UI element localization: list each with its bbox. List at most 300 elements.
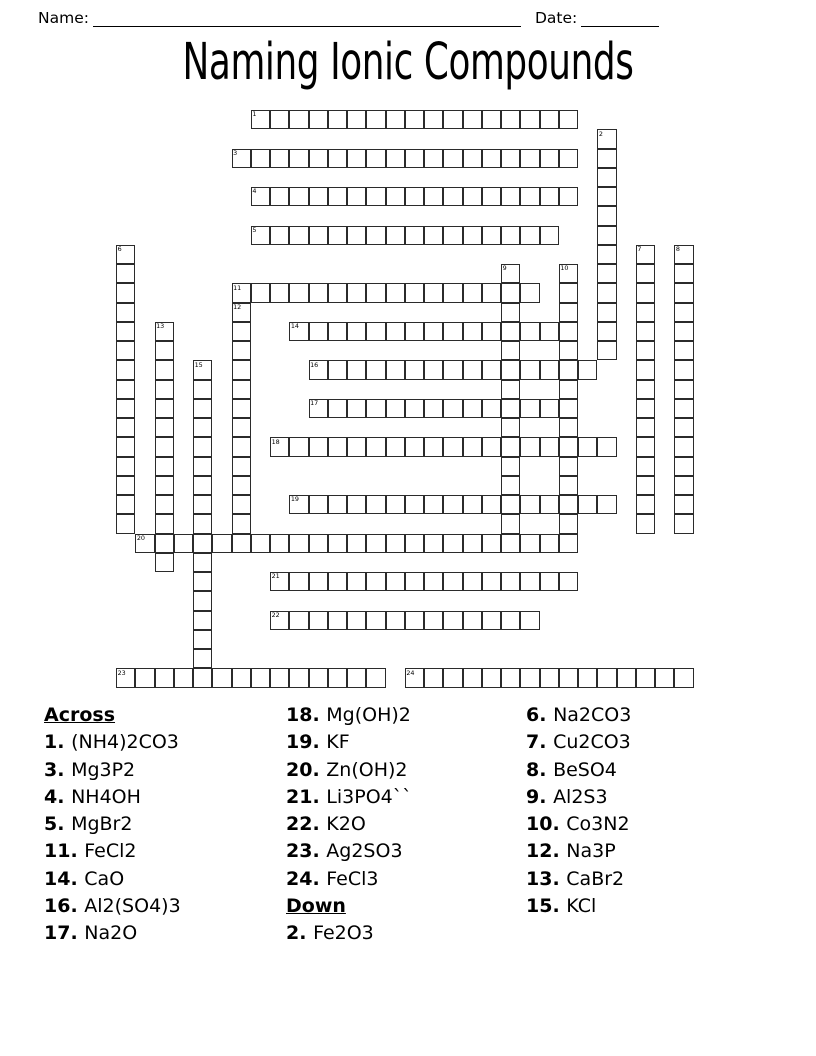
crossword-cell[interactable] (674, 322, 693, 341)
crossword-cell[interactable] (366, 110, 385, 129)
crossword-cell[interactable] (674, 264, 693, 283)
crossword-cell[interactable] (366, 437, 385, 456)
crossword-cell[interactable] (116, 264, 135, 283)
crossword-cell[interactable] (674, 360, 693, 379)
crossword-cell[interactable] (232, 495, 251, 514)
crossword-cell[interactable] (540, 572, 559, 591)
crossword-cell[interactable] (482, 187, 501, 206)
crossword-cell[interactable] (386, 572, 405, 591)
crossword-cell[interactable] (366, 399, 385, 418)
crossword-cell[interactable] (289, 437, 308, 456)
crossword-cell[interactable] (405, 668, 424, 687)
crossword-cell[interactable] (463, 437, 482, 456)
crossword-cell[interactable] (155, 360, 174, 379)
crossword-cell[interactable] (463, 611, 482, 630)
crossword-cell[interactable] (540, 437, 559, 456)
crossword-cell[interactable] (520, 187, 539, 206)
crossword-cell[interactable] (597, 668, 616, 687)
crossword-cell[interactable] (347, 572, 366, 591)
crossword-cell[interactable] (328, 283, 347, 302)
crossword-cell[interactable] (116, 322, 135, 341)
crossword-cell[interactable] (328, 360, 347, 379)
crossword-cell[interactable] (520, 399, 539, 418)
crossword-cell[interactable] (501, 437, 520, 456)
crossword-cell[interactable] (366, 226, 385, 245)
crossword-cell[interactable] (597, 168, 616, 187)
crossword-cell[interactable] (501, 668, 520, 687)
crossword-cell[interactable] (270, 668, 289, 687)
crossword-cell[interactable] (559, 283, 578, 302)
crossword-cell[interactable] (193, 553, 212, 572)
crossword-cell[interactable] (520, 360, 539, 379)
crossword-cell[interactable] (501, 264, 520, 283)
crossword-cell[interactable] (463, 534, 482, 553)
crossword-cell[interactable] (597, 149, 616, 168)
crossword-cell[interactable] (366, 283, 385, 302)
crossword-cell[interactable] (674, 283, 693, 302)
crossword-cell[interactable] (386, 534, 405, 553)
crossword-cell[interactable] (155, 476, 174, 495)
crossword-cell[interactable] (443, 668, 462, 687)
crossword-cell[interactable] (482, 283, 501, 302)
crossword-cell[interactable] (155, 668, 174, 687)
crossword-cell[interactable] (309, 360, 328, 379)
crossword-cell[interactable] (270, 534, 289, 553)
crossword-cell[interactable] (135, 668, 154, 687)
crossword-cell[interactable] (386, 187, 405, 206)
crossword-cell[interactable] (270, 572, 289, 591)
crossword-cell[interactable] (482, 495, 501, 514)
crossword-cell[interactable] (559, 187, 578, 206)
crossword-cell[interactable] (501, 110, 520, 129)
crossword-cell[interactable] (463, 187, 482, 206)
crossword-cell[interactable] (540, 110, 559, 129)
crossword-cell[interactable] (559, 399, 578, 418)
crossword-cell[interactable] (501, 149, 520, 168)
crossword-cell[interactable] (559, 264, 578, 283)
crossword-cell[interactable] (501, 187, 520, 206)
crossword-cell[interactable] (251, 187, 270, 206)
crossword-cell[interactable] (443, 360, 462, 379)
crossword-cell[interactable] (366, 360, 385, 379)
crossword-cell[interactable] (520, 283, 539, 302)
crossword-cell[interactable] (559, 437, 578, 456)
crossword-cell[interactable] (424, 668, 443, 687)
crossword-cell[interactable] (482, 110, 501, 129)
crossword-cell[interactable] (405, 360, 424, 379)
crossword-cell[interactable] (347, 149, 366, 168)
crossword-cell[interactable] (251, 668, 270, 687)
crossword-cell[interactable] (347, 283, 366, 302)
crossword-cell[interactable] (232, 399, 251, 418)
crossword-cell[interactable] (520, 495, 539, 514)
crossword-cell[interactable] (482, 534, 501, 553)
crossword-cell[interactable] (193, 649, 212, 668)
crossword-cell[interactable] (424, 322, 443, 341)
crossword-cell[interactable] (116, 457, 135, 476)
crossword-cell[interactable] (674, 476, 693, 495)
crossword-cell[interactable] (559, 514, 578, 533)
crossword-cell[interactable] (193, 611, 212, 630)
crossword-cell[interactable] (540, 668, 559, 687)
crossword-cell[interactable] (520, 611, 539, 630)
crossword-cell[interactable] (463, 668, 482, 687)
crossword-cell[interactable] (193, 476, 212, 495)
crossword-cell[interactable] (212, 534, 231, 553)
crossword-cell[interactable] (443, 611, 462, 630)
crossword-cell[interactable] (309, 149, 328, 168)
crossword-cell[interactable] (597, 322, 616, 341)
crossword-cell[interactable] (443, 322, 462, 341)
crossword-cell[interactable] (232, 437, 251, 456)
crossword-cell[interactable] (674, 437, 693, 456)
crossword-cell[interactable] (270, 187, 289, 206)
crossword-cell[interactable] (540, 149, 559, 168)
crossword-cell[interactable] (116, 341, 135, 360)
crossword-cell[interactable] (251, 534, 270, 553)
crossword-cell[interactable] (386, 149, 405, 168)
crossword-cell[interactable] (540, 534, 559, 553)
crossword-cell[interactable] (674, 380, 693, 399)
crossword-cell[interactable] (386, 360, 405, 379)
crossword-cell[interactable] (597, 245, 616, 264)
crossword-cell[interactable] (366, 572, 385, 591)
crossword-cell[interactable] (232, 303, 251, 322)
crossword-cell[interactable] (328, 110, 347, 129)
crossword-cell[interactable] (232, 149, 251, 168)
crossword-cell[interactable] (251, 283, 270, 302)
crossword-cell[interactable] (463, 399, 482, 418)
crossword-cell[interactable] (424, 149, 443, 168)
crossword-cell[interactable] (309, 572, 328, 591)
crossword-cell[interactable] (559, 360, 578, 379)
crossword-cell[interactable] (520, 572, 539, 591)
crossword-cell[interactable] (116, 668, 135, 687)
crossword-cell[interactable] (116, 283, 135, 302)
crossword-cell[interactable] (270, 110, 289, 129)
crossword-cell[interactable] (309, 437, 328, 456)
crossword-cell[interactable] (540, 495, 559, 514)
crossword-cell[interactable] (289, 611, 308, 630)
crossword-cell[interactable] (155, 399, 174, 418)
crossword-cell[interactable] (270, 437, 289, 456)
crossword-cell[interactable] (193, 380, 212, 399)
crossword-cell[interactable] (617, 668, 636, 687)
crossword-cell[interactable] (424, 534, 443, 553)
crossword-cell[interactable] (674, 341, 693, 360)
crossword-cell[interactable] (155, 322, 174, 341)
crossword-cell[interactable] (289, 668, 308, 687)
crossword-cell[interactable] (270, 149, 289, 168)
crossword-cell[interactable] (636, 322, 655, 341)
crossword-cell[interactable] (482, 399, 501, 418)
crossword-cell[interactable] (559, 457, 578, 476)
crossword-cell[interactable] (520, 322, 539, 341)
crossword-cell[interactable] (559, 110, 578, 129)
crossword-cell[interactable] (193, 437, 212, 456)
crossword-cell[interactable] (405, 283, 424, 302)
crossword-cell[interactable] (559, 534, 578, 553)
crossword-cell[interactable] (636, 399, 655, 418)
crossword-cell[interactable] (193, 360, 212, 379)
crossword-cell[interactable] (309, 187, 328, 206)
crossword-cell[interactable] (193, 591, 212, 610)
crossword-cell[interactable] (501, 322, 520, 341)
crossword-cell[interactable] (636, 457, 655, 476)
crossword-cell[interactable] (116, 380, 135, 399)
crossword-cell[interactable] (347, 322, 366, 341)
crossword-cell[interactable] (674, 245, 693, 264)
crossword-cell[interactable] (366, 495, 385, 514)
crossword-cell[interactable] (232, 534, 251, 553)
crossword-cell[interactable] (328, 187, 347, 206)
crossword-cell[interactable] (116, 303, 135, 322)
crossword-cell[interactable] (559, 341, 578, 360)
crossword-cell[interactable] (501, 534, 520, 553)
crossword-cell[interactable] (424, 572, 443, 591)
crossword-cell[interactable] (655, 668, 674, 687)
crossword-cell[interactable] (482, 437, 501, 456)
crossword-cell[interactable] (443, 399, 462, 418)
crossword-cell[interactable] (193, 572, 212, 591)
crossword-cell[interactable] (116, 514, 135, 533)
crossword-cell[interactable] (424, 226, 443, 245)
crossword-cell[interactable] (636, 360, 655, 379)
crossword-cell[interactable] (559, 668, 578, 687)
crossword-cell[interactable] (366, 149, 385, 168)
crossword-cell[interactable] (366, 187, 385, 206)
crossword-cell[interactable] (289, 283, 308, 302)
crossword-cell[interactable] (559, 495, 578, 514)
crossword-cell[interactable] (501, 399, 520, 418)
crossword-cell[interactable] (482, 149, 501, 168)
crossword-cell[interactable] (347, 399, 366, 418)
crossword-cell[interactable] (270, 611, 289, 630)
crossword-cell[interactable] (540, 187, 559, 206)
crossword-cell[interactable] (405, 399, 424, 418)
crossword-cell[interactable] (636, 437, 655, 456)
crossword-cell[interactable] (193, 668, 212, 687)
crossword-cell[interactable] (674, 303, 693, 322)
crossword-cell[interactable] (193, 399, 212, 418)
crossword-cell[interactable] (193, 630, 212, 649)
crossword-cell[interactable] (578, 495, 597, 514)
crossword-cell[interactable] (501, 360, 520, 379)
crossword-cell[interactable] (405, 572, 424, 591)
crossword-cell[interactable] (636, 476, 655, 495)
crossword-cell[interactable] (386, 322, 405, 341)
crossword-cell[interactable] (232, 418, 251, 437)
crossword-cell[interactable] (328, 149, 347, 168)
crossword-cell[interactable] (559, 303, 578, 322)
crossword-cell[interactable] (251, 226, 270, 245)
crossword-cell[interactable] (597, 226, 616, 245)
crossword-cell[interactable] (405, 110, 424, 129)
crossword-cell[interactable] (289, 187, 308, 206)
crossword-cell[interactable] (135, 534, 154, 553)
crossword-cell[interactable] (366, 534, 385, 553)
crossword-cell[interactable] (386, 110, 405, 129)
crossword-cell[interactable] (328, 437, 347, 456)
crossword-cell[interactable] (212, 668, 231, 687)
crossword-cell[interactable] (309, 495, 328, 514)
crossword-cell[interactable] (424, 399, 443, 418)
crossword-cell[interactable] (309, 226, 328, 245)
crossword-cell[interactable] (155, 418, 174, 437)
crossword-cell[interactable] (347, 360, 366, 379)
crossword-cell[interactable] (232, 380, 251, 399)
crossword-cell[interactable] (540, 360, 559, 379)
crossword-cell[interactable] (174, 668, 193, 687)
crossword-cell[interactable] (501, 476, 520, 495)
crossword-cell[interactable] (636, 245, 655, 264)
crossword-cell[interactable] (386, 399, 405, 418)
crossword-cell[interactable] (501, 283, 520, 302)
crossword-cell[interactable] (328, 534, 347, 553)
crossword-cell[interactable] (174, 534, 193, 553)
crossword-cell[interactable] (405, 149, 424, 168)
crossword-cell[interactable] (366, 322, 385, 341)
crossword-cell[interactable] (347, 187, 366, 206)
crossword-cell[interactable] (674, 495, 693, 514)
crossword-cell[interactable] (289, 572, 308, 591)
crossword-cell[interactable] (559, 572, 578, 591)
crossword-cell[interactable] (482, 226, 501, 245)
crossword-cell[interactable] (155, 380, 174, 399)
crossword-cell[interactable] (328, 322, 347, 341)
crossword-cell[interactable] (424, 360, 443, 379)
crossword-cell[interactable] (578, 437, 597, 456)
crossword-cell[interactable] (520, 534, 539, 553)
crossword-cell[interactable] (559, 149, 578, 168)
crossword-cell[interactable] (463, 226, 482, 245)
crossword-cell[interactable] (463, 360, 482, 379)
crossword-cell[interactable] (501, 457, 520, 476)
crossword-cell[interactable] (386, 226, 405, 245)
crossword-cell[interactable] (443, 149, 462, 168)
crossword-cell[interactable] (463, 110, 482, 129)
crossword-cell[interactable] (347, 495, 366, 514)
crossword-cell[interactable] (289, 495, 308, 514)
crossword-cell[interactable] (193, 418, 212, 437)
crossword-cell[interactable] (289, 226, 308, 245)
crossword-cell[interactable] (597, 187, 616, 206)
crossword-cell[interactable] (328, 495, 347, 514)
crossword-cell[interactable] (424, 611, 443, 630)
crossword-cell[interactable] (501, 572, 520, 591)
crossword-cell[interactable] (347, 226, 366, 245)
crossword-cell[interactable] (405, 226, 424, 245)
crossword-cell[interactable] (309, 668, 328, 687)
crossword-cell[interactable] (597, 437, 616, 456)
crossword-cell[interactable] (424, 283, 443, 302)
crossword-cell[interactable] (405, 611, 424, 630)
crossword-cell[interactable] (482, 322, 501, 341)
crossword-cell[interactable] (193, 514, 212, 533)
crossword-cell[interactable] (443, 572, 462, 591)
crossword-cell[interactable] (597, 129, 616, 148)
crossword-cell[interactable] (386, 283, 405, 302)
crossword-cell[interactable] (366, 611, 385, 630)
crossword-cell[interactable] (309, 322, 328, 341)
crossword-cell[interactable] (597, 495, 616, 514)
crossword-cell[interactable] (540, 322, 559, 341)
crossword-cell[interactable] (347, 110, 366, 129)
crossword-cell[interactable] (328, 611, 347, 630)
crossword-cell[interactable] (155, 495, 174, 514)
crossword-cell[interactable] (424, 437, 443, 456)
crossword-cell[interactable] (424, 110, 443, 129)
crossword-cell[interactable] (482, 611, 501, 630)
crossword-cell[interactable] (482, 360, 501, 379)
crossword-cell[interactable] (232, 668, 251, 687)
crossword-cell[interactable] (347, 668, 366, 687)
crossword-cell[interactable] (232, 457, 251, 476)
crossword-cell[interactable] (155, 341, 174, 360)
crossword-cell[interactable] (328, 668, 347, 687)
crossword-cell[interactable] (155, 457, 174, 476)
crossword-cell[interactable] (443, 110, 462, 129)
crossword-cell[interactable] (597, 206, 616, 225)
crossword-cell[interactable] (674, 668, 693, 687)
crossword-cell[interactable] (559, 418, 578, 437)
crossword-cell[interactable] (155, 514, 174, 533)
crossword-cell[interactable] (520, 668, 539, 687)
crossword-cell[interactable] (347, 534, 366, 553)
crossword-cell[interactable] (520, 437, 539, 456)
crossword-cell[interactable] (501, 226, 520, 245)
crossword-cell[interactable] (193, 457, 212, 476)
crossword-cell[interactable] (674, 457, 693, 476)
crossword-cell[interactable] (116, 360, 135, 379)
crossword-cell[interactable] (155, 437, 174, 456)
crossword-cell[interactable] (520, 110, 539, 129)
crossword-cell[interactable] (559, 322, 578, 341)
crossword-cell[interactable] (636, 283, 655, 302)
crossword-cell[interactable] (270, 226, 289, 245)
crossword-cell[interactable] (520, 226, 539, 245)
crossword-cell[interactable] (309, 110, 328, 129)
crossword-cell[interactable] (559, 476, 578, 495)
crossword-cell[interactable] (597, 264, 616, 283)
crossword-cell[interactable] (232, 476, 251, 495)
crossword-cell[interactable] (405, 322, 424, 341)
crossword-cell[interactable] (501, 303, 520, 322)
crossword-cell[interactable] (482, 572, 501, 591)
crossword-cell[interactable] (289, 110, 308, 129)
crossword-cell[interactable] (232, 514, 251, 533)
crossword-cell[interactable] (232, 360, 251, 379)
crossword-cell[interactable] (501, 341, 520, 360)
crossword-cell[interactable] (578, 360, 597, 379)
crossword-cell[interactable] (636, 303, 655, 322)
crossword-cell[interactable] (636, 668, 655, 687)
crossword-cell[interactable] (674, 399, 693, 418)
crossword-cell[interactable] (193, 534, 212, 553)
crossword-cell[interactable] (443, 534, 462, 553)
crossword-cell[interactable] (405, 534, 424, 553)
crossword-cell[interactable] (309, 534, 328, 553)
crossword-cell[interactable] (540, 226, 559, 245)
crossword-cell[interactable] (251, 110, 270, 129)
crossword-cell[interactable] (347, 611, 366, 630)
crossword-cell[interactable] (116, 495, 135, 514)
crossword-cell[interactable] (347, 437, 366, 456)
crossword-cell[interactable] (443, 283, 462, 302)
crossword-cell[interactable] (482, 668, 501, 687)
crossword-cell[interactable] (636, 264, 655, 283)
crossword-cell[interactable] (386, 437, 405, 456)
